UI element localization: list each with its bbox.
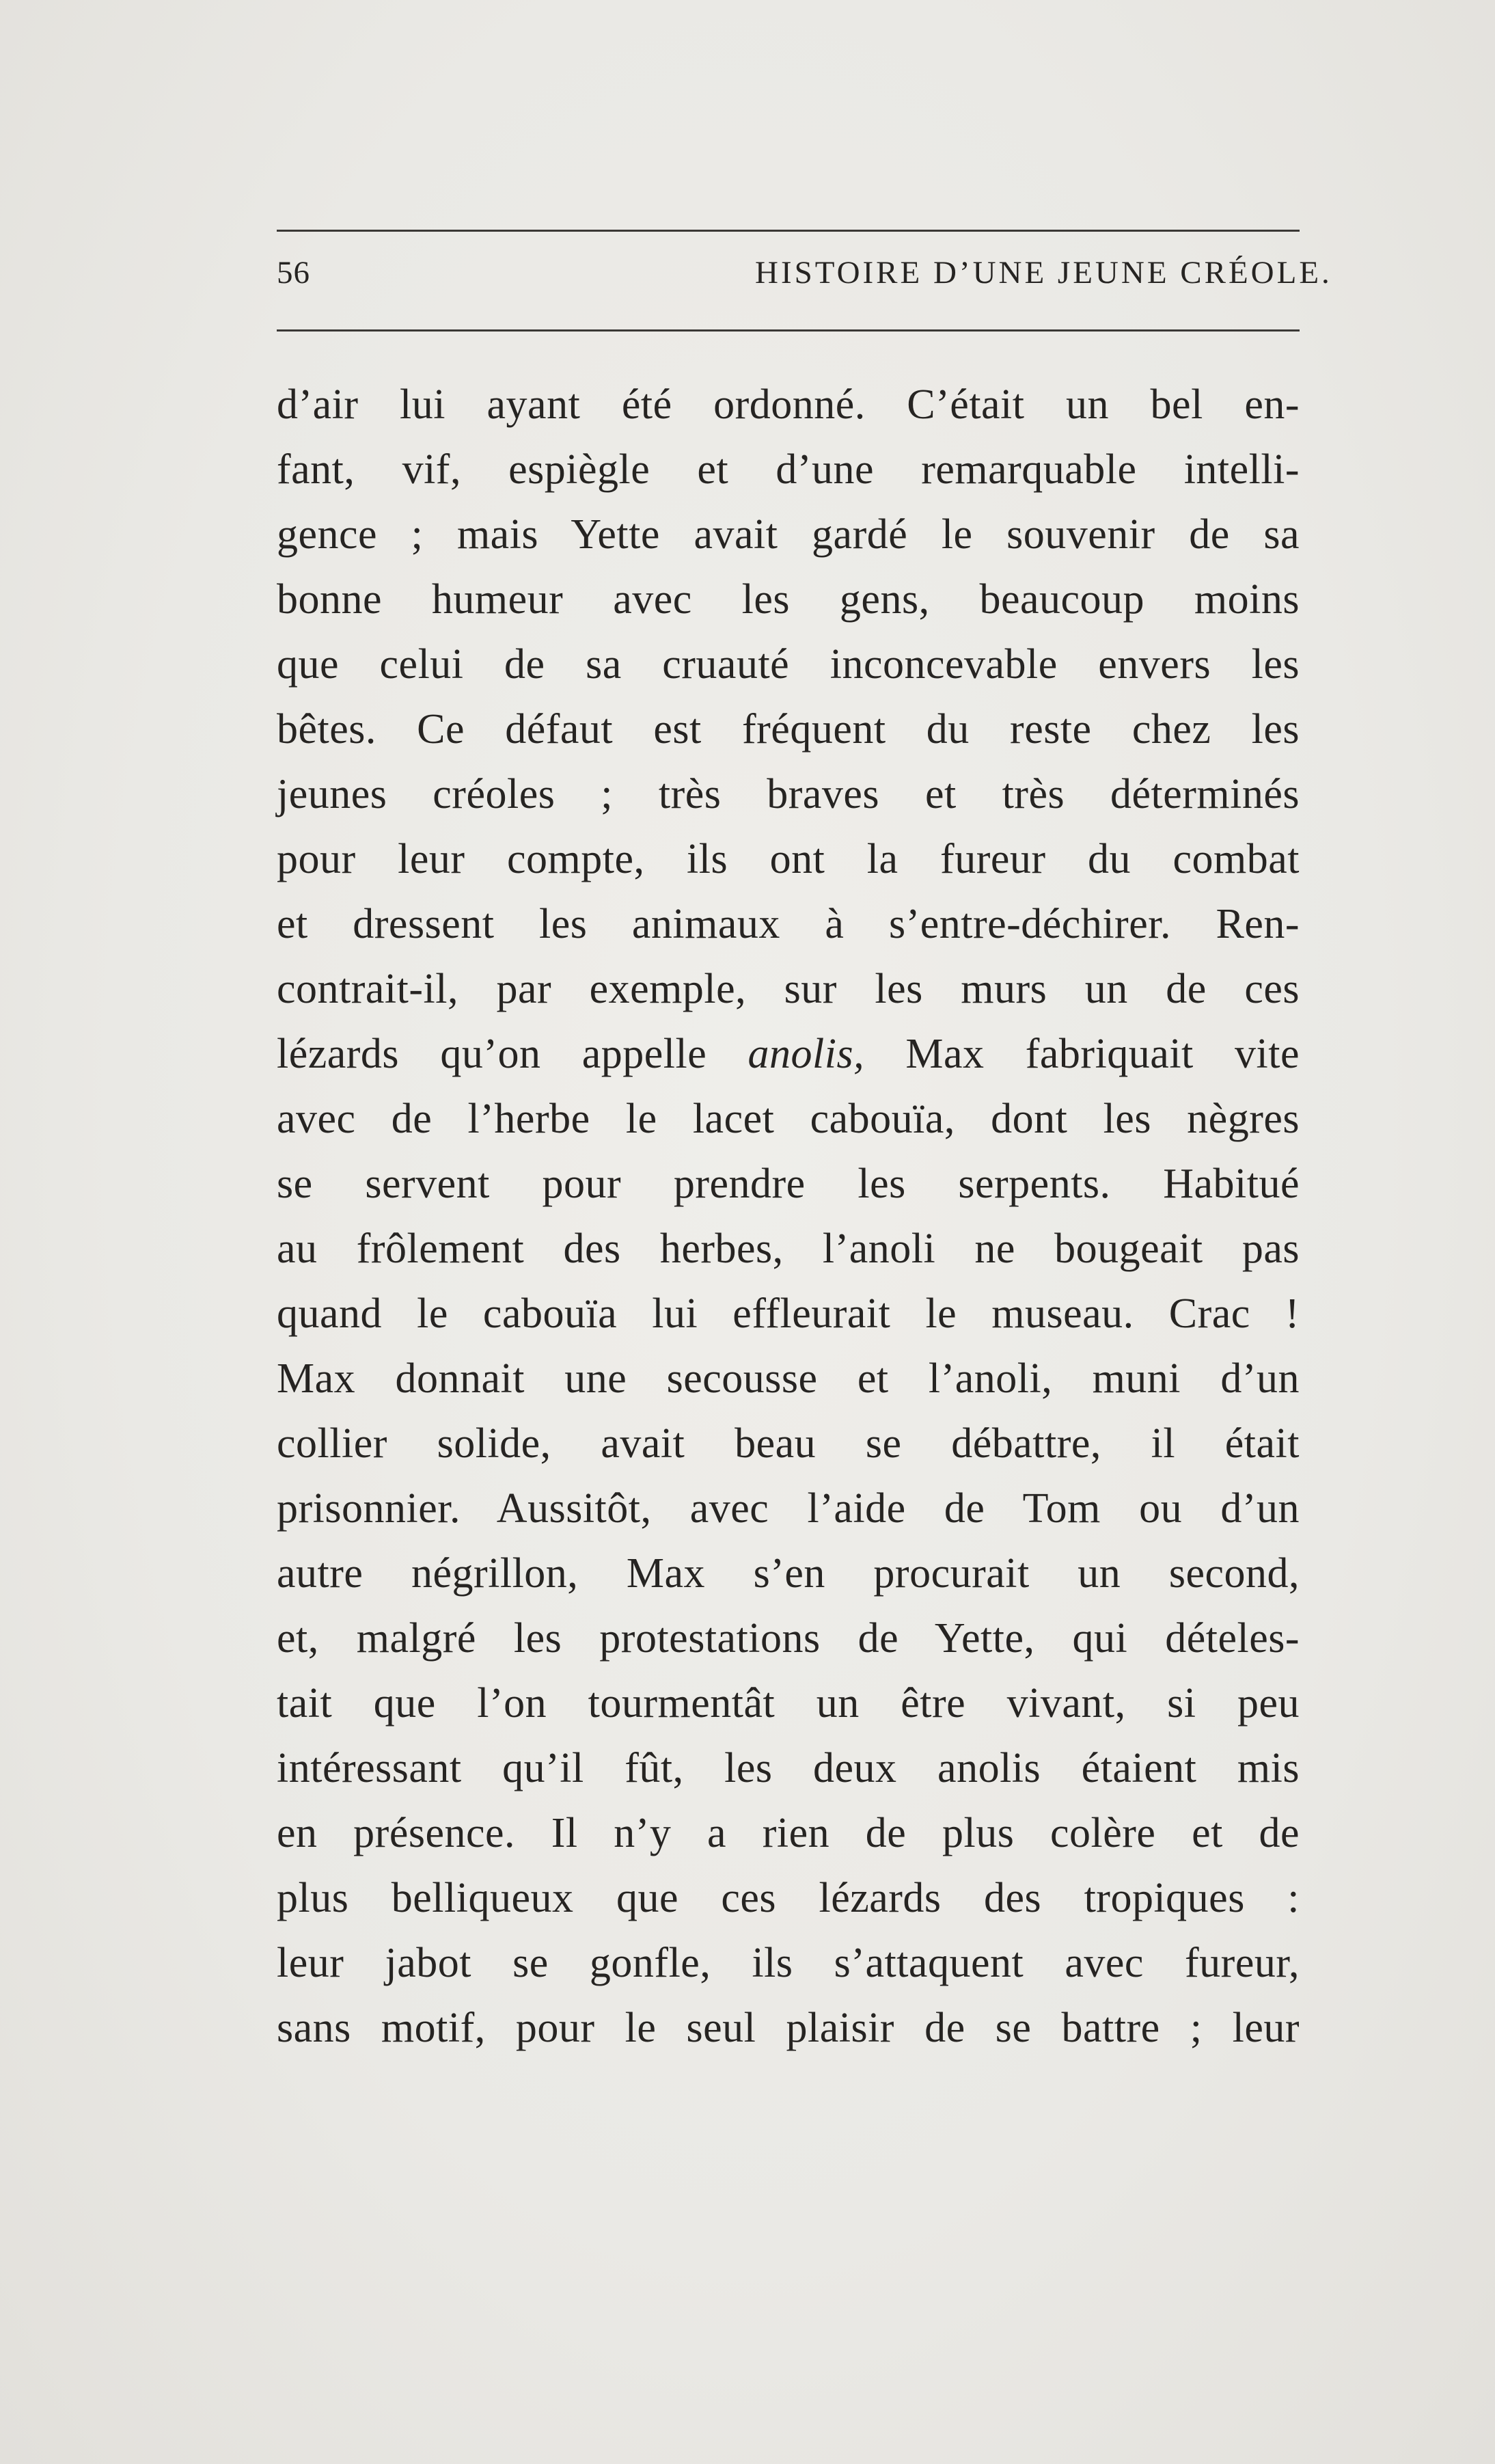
text-line: intéressant qu’il fût, les deux anolis étaient mis	[277, 1745, 1300, 1791]
text-segment: Max fabriquait vite	[864, 1031, 1300, 1077]
text-line: autre négrillon, Max s’en procurait un second,	[277, 1550, 1300, 1597]
text-line: quand le cabouïa lui effleurait le museau. Crac !	[277, 1290, 1300, 1337]
text-line-with-italic	[277, 1022, 1300, 1087]
header-rule-bottom	[277, 329, 1300, 331]
text-line: gence ; mais Yette avait gardé le souvenir de sa	[277, 511, 1300, 558]
running-head	[277, 254, 1332, 309]
text-line: bêtes. Ce défaut est fréquent du reste chez les	[277, 706, 1300, 753]
text-line: jeunes créoles ; très braves et très déterminés	[277, 771, 1300, 817]
text-line: et dressent les animaux à s’entre-déchirer. Ren-	[277, 901, 1300, 947]
text-line: et, malgré les protestations de Yette, qui dételes-	[277, 1615, 1300, 1662]
italic-term: anolis,	[748, 1031, 865, 1077]
text-line: plus belliqueux que ces lézards des tropiques :	[277, 1875, 1300, 1921]
page-number: 56	[277, 255, 310, 290]
running-title: HISTOIRE D’UNE JEUNE CRÉOLE.	[755, 255, 1332, 290]
text-segment: lézards qu’on appelle	[277, 1031, 748, 1077]
text-line: contrait-il, par exemple, sur les murs un de ces	[277, 966, 1300, 1012]
header-rule-top	[277, 230, 1300, 232]
text-line: Max donnait une secousse et l’anoli, muni d’un	[277, 1355, 1300, 1402]
text-line: bonne humeur avec les gens, beaucoup moins	[277, 576, 1300, 623]
text-line: d’air lui ayant été ordonné. C’était un bel en-	[277, 381, 1300, 428]
text-line: que celui de sa cruauté inconcevable envers les	[277, 641, 1300, 688]
text-line: pour leur compte, ils ont la fureur du combat	[277, 836, 1300, 882]
body-text	[277, 373, 1300, 2061]
text-line: avec de l’herbe le lacet cabouïa, dont les nègres	[277, 1096, 1300, 1142]
text-line: fant, vif, espiègle et d’une remarquable intelli-	[277, 446, 1300, 493]
text-line: sans motif, pour le seul plaisir de se battre ; leur	[277, 2005, 1300, 2051]
text-line: prisonnier. Aussitôt, avec l’aide de Tom ou d’un	[277, 1485, 1300, 1532]
text-line: au frôlement des herbes, l’anoli ne bougeait pas	[277, 1226, 1300, 1272]
text-line: leur jabot se gonfle, ils s’attaquent avec fureur,	[277, 1940, 1300, 1986]
text-line: collier solide, avait beau se débattre, il était	[277, 1420, 1300, 1467]
text-line: en présence. Il n’y a rien de plus colère et de	[277, 1810, 1300, 1856]
text-line: se servent pour prendre les serpents. Habitué	[277, 1161, 1300, 1207]
text-line: tait que l’on tourmentât un être vivant, si peu	[277, 1680, 1300, 1727]
